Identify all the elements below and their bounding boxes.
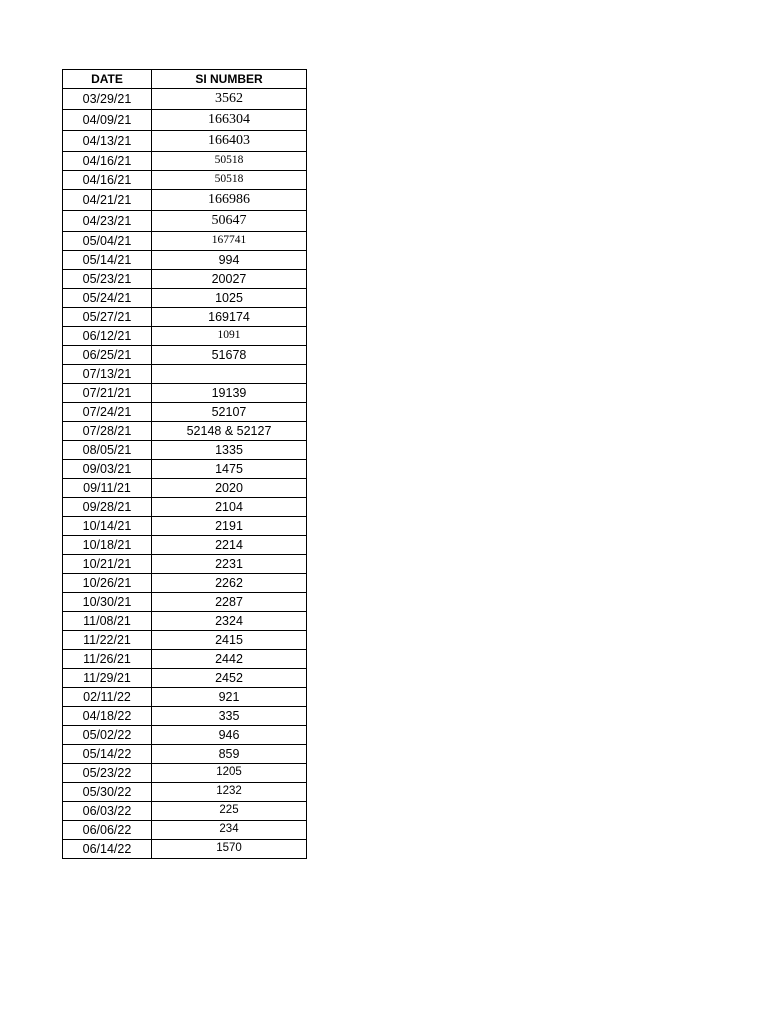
si-number-cell: 51678 <box>152 346 307 365</box>
date-cell: 11/22/21 <box>63 631 152 650</box>
si-number-cell: 1475 <box>152 460 307 479</box>
table-row <box>63 593 307 612</box>
table-row <box>63 840 307 859</box>
si-number-cell: 166986 <box>152 190 307 211</box>
date-cell: 05/14/22 <box>63 745 152 764</box>
si-number-cell: 169174 <box>152 308 307 327</box>
si-number-cell: 2020 <box>152 479 307 498</box>
table-body <box>63 89 307 859</box>
date-cell: 10/21/21 <box>63 555 152 574</box>
si-number-cell: 1091 <box>152 327 307 346</box>
date-cell: 11/26/21 <box>63 650 152 669</box>
table-row <box>63 517 307 536</box>
si-number-cell: 2324 <box>152 612 307 631</box>
si-number-cell: 859 <box>152 745 307 764</box>
table-row <box>63 441 307 460</box>
si-number-cell: 2104 <box>152 498 307 517</box>
date-cell: 06/12/21 <box>63 327 152 346</box>
table-row <box>63 251 307 270</box>
si-number-cell: 3562 <box>152 89 307 110</box>
date-cell: 05/14/21 <box>63 251 152 270</box>
date-cell: 06/06/22 <box>63 821 152 840</box>
si-number-cell: 2231 <box>152 555 307 574</box>
table-row <box>63 669 307 688</box>
si-number-cell: 946 <box>152 726 307 745</box>
si-number-cell: 52107 <box>152 403 307 422</box>
date-cell: 07/24/21 <box>63 403 152 422</box>
si-number-cell: 50647 <box>152 211 307 232</box>
date-cell: 07/21/21 <box>63 384 152 403</box>
table-row <box>63 152 307 171</box>
table-row <box>63 764 307 783</box>
date-cell: 05/23/22 <box>63 764 152 783</box>
table-row <box>63 289 307 308</box>
date-cell: 07/28/21 <box>63 422 152 441</box>
table-row <box>63 384 307 403</box>
si-number-cell: 234 <box>152 821 307 840</box>
table-row <box>63 190 307 211</box>
date-cell: 10/18/21 <box>63 536 152 555</box>
table-row <box>63 403 307 422</box>
si-number-cell: 994 <box>152 251 307 270</box>
date-cell: 06/25/21 <box>63 346 152 365</box>
table-row <box>63 89 307 110</box>
table-row <box>63 171 307 190</box>
date-cell: 02/11/22 <box>63 688 152 707</box>
si-number-cell: 2191 <box>152 517 307 536</box>
si-number-cell <box>152 365 307 384</box>
table-row <box>63 460 307 479</box>
date-cell: 04/13/21 <box>63 131 152 152</box>
si-number-cell: 20027 <box>152 270 307 289</box>
table-row <box>63 110 307 131</box>
header-row <box>63 70 307 89</box>
date-column-header: DATE <box>63 70 152 89</box>
table-row <box>63 536 307 555</box>
table-row <box>63 688 307 707</box>
si-number-cell: 1570 <box>152 840 307 859</box>
date-cell: 04/21/21 <box>63 190 152 211</box>
table-row <box>63 479 307 498</box>
table-row <box>63 745 307 764</box>
date-cell: 05/23/21 <box>63 270 152 289</box>
table-row <box>63 232 307 251</box>
date-cell: 08/05/21 <box>63 441 152 460</box>
date-cell: 04/23/21 <box>63 211 152 232</box>
table-row <box>63 131 307 152</box>
date-cell: 03/29/21 <box>63 89 152 110</box>
si-number-cell: 2442 <box>152 650 307 669</box>
date-cell: 04/09/21 <box>63 110 152 131</box>
table-row <box>63 631 307 650</box>
si-number-cell: 1335 <box>152 441 307 460</box>
si-number-cell: 1232 <box>152 783 307 802</box>
si-number-cell: 166403 <box>152 131 307 152</box>
date-cell: 10/14/21 <box>63 517 152 536</box>
date-cell: 04/16/21 <box>63 171 152 190</box>
table-row <box>63 422 307 441</box>
table-row <box>63 555 307 574</box>
si-number-cell: 50518 <box>152 171 307 190</box>
table-row <box>63 612 307 631</box>
si-number-cell: 19139 <box>152 384 307 403</box>
date-cell: 04/16/21 <box>63 152 152 171</box>
table-row <box>63 783 307 802</box>
date-cell: 05/30/22 <box>63 783 152 802</box>
date-cell: 09/03/21 <box>63 460 152 479</box>
table-row <box>63 270 307 289</box>
si-number-cell: 166304 <box>152 110 307 131</box>
si-number-cell: 50518 <box>152 152 307 171</box>
date-cell: 05/04/21 <box>63 232 152 251</box>
date-cell: 09/28/21 <box>63 498 152 517</box>
si-number-table <box>62 69 307 859</box>
date-cell: 07/13/21 <box>63 365 152 384</box>
table-row <box>63 498 307 517</box>
table-row <box>63 211 307 232</box>
si-number-cell: 2287 <box>152 593 307 612</box>
si-number-cell: 2415 <box>152 631 307 650</box>
date-cell: 09/11/21 <box>63 479 152 498</box>
date-cell: 05/27/21 <box>63 308 152 327</box>
date-cell: 11/08/21 <box>63 612 152 631</box>
si-number-cell: 1205 <box>152 764 307 783</box>
date-cell: 06/14/22 <box>63 840 152 859</box>
table-row <box>63 574 307 593</box>
table-row <box>63 308 307 327</box>
table-row <box>63 707 307 726</box>
table-row <box>63 821 307 840</box>
si-number-cell: 225 <box>152 802 307 821</box>
si-number-cell: 921 <box>152 688 307 707</box>
si-number-cell: 2214 <box>152 536 307 555</box>
date-cell: 06/03/22 <box>63 802 152 821</box>
si-number-cell: 2452 <box>152 669 307 688</box>
table-row <box>63 327 307 346</box>
date-cell: 05/24/21 <box>63 289 152 308</box>
si-number-cell: 167741 <box>152 232 307 251</box>
date-cell: 10/30/21 <box>63 593 152 612</box>
si-number-cell: 2262 <box>152 574 307 593</box>
table-row <box>63 802 307 821</box>
table-row <box>63 650 307 669</box>
si-number-cell: 1025 <box>152 289 307 308</box>
table-row <box>63 365 307 384</box>
si-number-cell: 52148 & 52127 <box>152 422 307 441</box>
table-row <box>63 726 307 745</box>
table-row <box>63 346 307 365</box>
si-number-cell: 335 <box>152 707 307 726</box>
si-number-column-header: SI NUMBER <box>152 70 307 89</box>
date-cell: 05/02/22 <box>63 726 152 745</box>
date-cell: 11/29/21 <box>63 669 152 688</box>
date-cell: 10/26/21 <box>63 574 152 593</box>
date-cell: 04/18/22 <box>63 707 152 726</box>
